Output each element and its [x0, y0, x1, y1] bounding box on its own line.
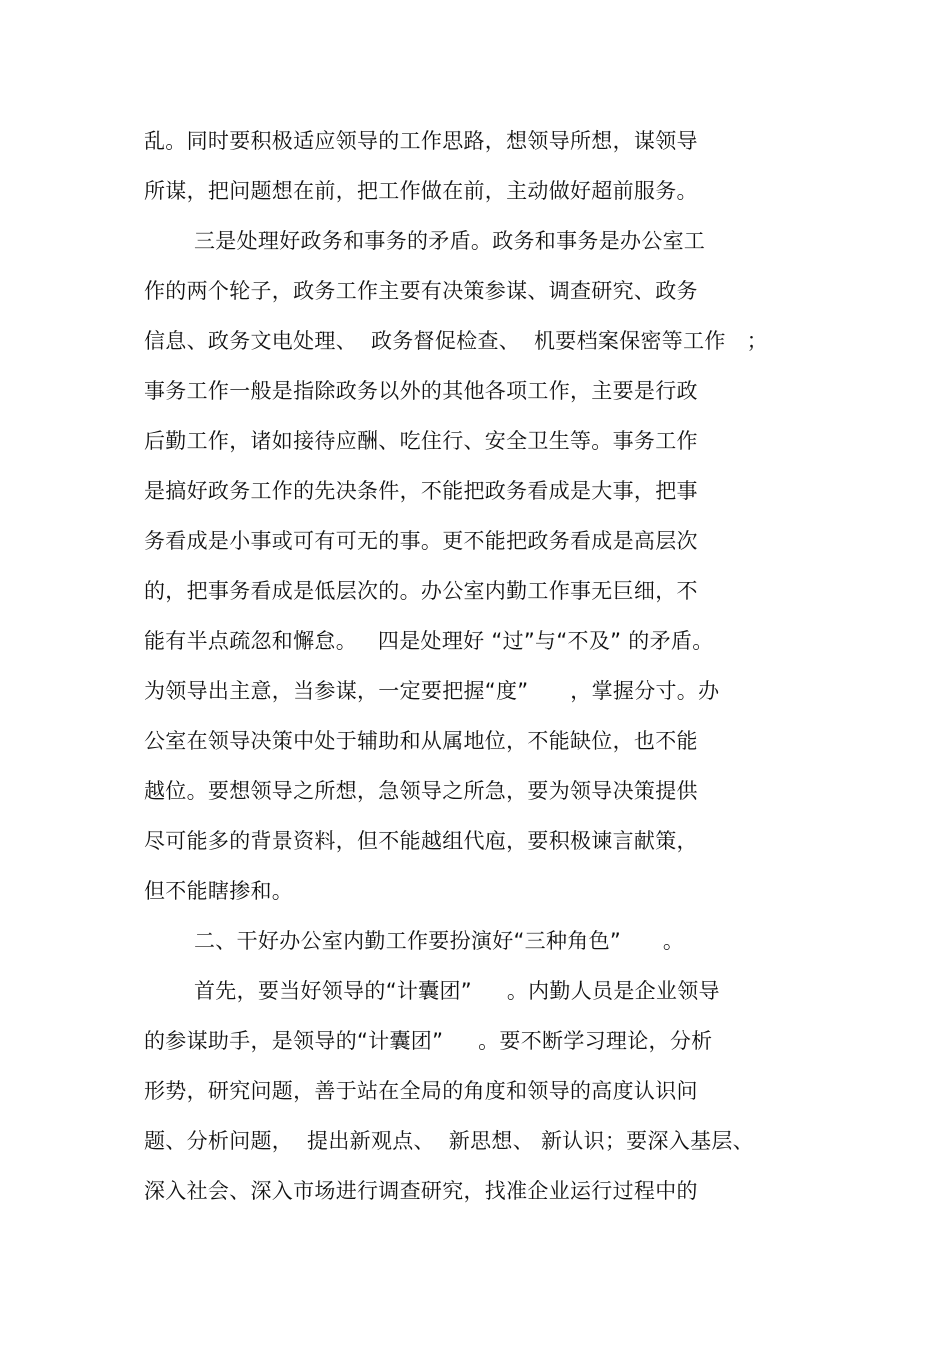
text-line: 乱。同时要积极适应领导的工作思路，想领导所想，谋领导 — [144, 129, 698, 153]
text-line: 深入社会、深入市场进行调查研究，找准企业运行过程中的 — [144, 1179, 698, 1203]
paragraph-start-line: 首先，要当好领导的“计囊团” 。内勤人员是企业领导 — [194, 979, 720, 1003]
text-line: 越位。要想领导之所想，急领导之所急，要为领导决策提供 — [144, 779, 698, 803]
text-line: 所谋，把问题想在前，把工作做在前，主动做好超前服务。 — [144, 179, 698, 203]
text-line: 务看成是小事或可有可无的事。更不能把政务看成是高层次 — [144, 529, 698, 553]
text-line: 形势，研究问题，善于站在全局的角度和领导的高度认识问 — [144, 1079, 698, 1103]
text-line: 为领导出主意，当参谋，一定要把握“度” ，掌握分寸。办 — [144, 679, 720, 703]
text-line: 的参谋助手，是领导的“计囊团” 。要不断学习理论，分析 — [144, 1029, 713, 1053]
paragraph-start-line: 三是处理好政务和事务的矛盾。政务和事务是办公室工 — [194, 229, 706, 253]
text-line: 但不能瞎掺和。 — [144, 879, 294, 903]
text-line: 事务工作一般是指除政务以外的其他各项工作，主要是行政 — [144, 379, 698, 403]
section-heading: 二、干好办公室内勤工作要扮演好“三种角色” 。 — [194, 929, 685, 953]
text-line: 题、分析问题， 提出新观点、 新思想、 新认识；要深入基层、 — [144, 1129, 754, 1153]
text-line: 信息、政务文电处理、 政务督促检查、 机要档案保密等工作 ； — [144, 329, 768, 353]
text-line: 能有半点疏忽和懈怠。 四是处理好 “过”与“不及” 的矛盾。 — [144, 629, 714, 653]
text-line: 是搞好政务工作的先决条件，不能把政务看成是大事，把事 — [144, 479, 698, 503]
text-line: 作的两个轮子，政务工作主要有决策参谋、调查研究、政务 — [144, 279, 698, 303]
text-line: 的，把事务看成是低层次的。办公室内勤工作事无巨细，不 — [144, 579, 698, 603]
text-line: 公室在领导决策中处于辅助和从属地位，不能缺位，也不能 — [144, 729, 698, 753]
text-line: 后勤工作，诸如接待应酬、吃住行、安全卫生等。事务工作 — [144, 429, 698, 453]
text-line: 尽可能多的背景资料，但不能越组代庖，要积极谏言献策， — [144, 829, 698, 853]
